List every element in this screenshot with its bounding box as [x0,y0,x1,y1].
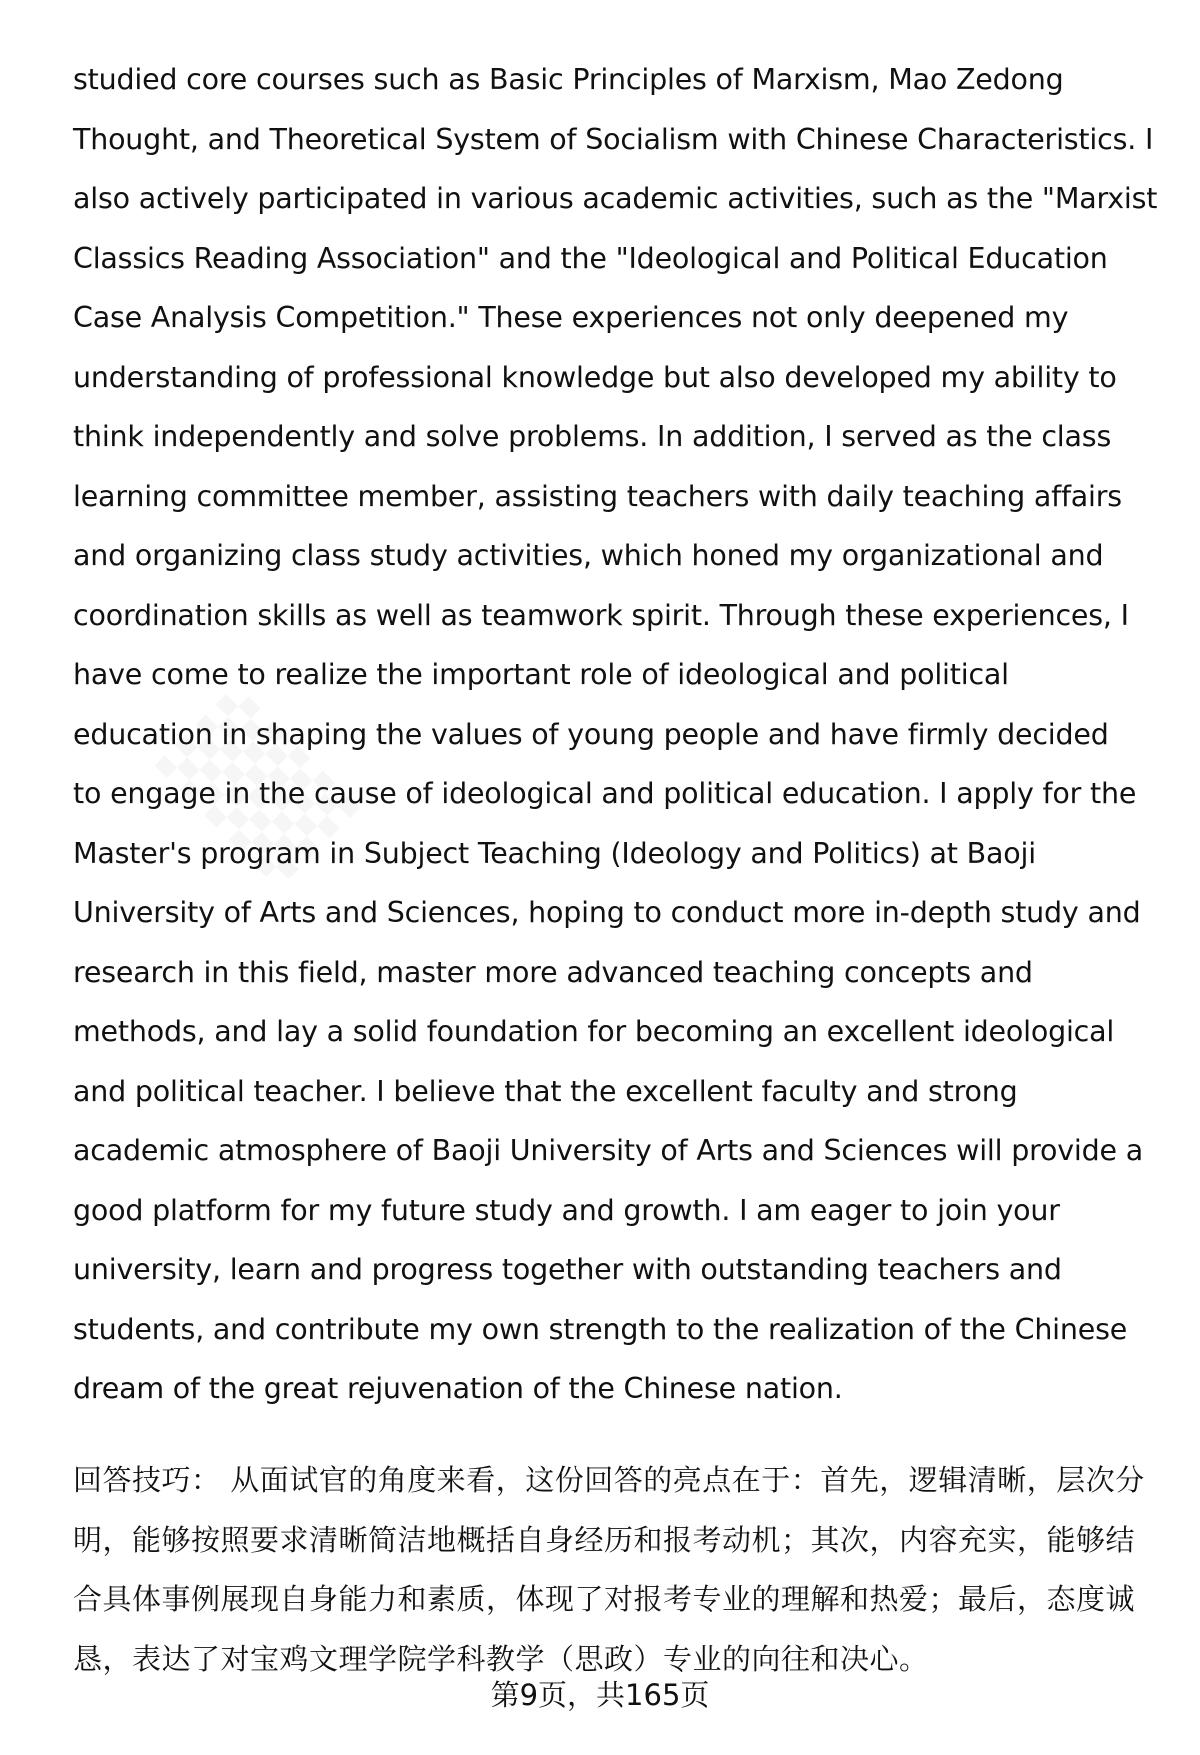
text-line: academic atmosphere of Baoji University of Arts and Sciences will provide a [73,1134,1143,1167]
text-line: Master's program in Subject Teaching (Ideology and Politics) at Baoji [73,836,1036,870]
text-line: University of Arts and Sciences, hoping to conduct more in-depth study and [73,896,1141,929]
text-line: students, and contribute my own strength to the realization of the Chinese [73,1312,1128,1346]
text-line: university, learn and progress together with outstanding teachers and [73,1253,1062,1286]
text-line: Classics Reading Association" and the "Ideological and Political Education [73,241,1108,275]
text-line: 恳，表达了对宝鸡文理学院学科教学（思政）专业的向往和决心。 [73,1641,929,1676]
text-line: methods, and lay a solid foundation for becoming an excellent ideological [73,1015,1115,1048]
text-line: coordination skills as well as teamwork spirit. Through these experiences, I [73,598,1129,632]
answer-tips-paragraph [73,1451,1153,1689]
text-line: and political teacher. I believe that the excellent faculty and strong [73,1074,1018,1108]
text-line: 回答技巧： 从面试官的角度来看，这份回答的亮点在于：首先，逻辑清晰，层次分 [73,1463,1145,1497]
text-line: understanding of professional knowledge but also developed my ability to [73,360,1117,394]
text-line: learning committee member, assisting teachers with daily teaching affairs [73,479,1122,513]
text-line: also actively participated in various academic activities, such as the "Marxist [73,182,1158,215]
text-line: think independently and solve problems. In addition, I served as the class [73,420,1112,453]
text-line: and organizing class study activities, which honed my organizational and [73,539,1104,572]
text-line: to engage in the cause of ideological and political education. I apply for the [73,777,1137,810]
body-paragraph [73,50,1173,1419]
text-line: have come to realize the important role of ideological and political [73,658,1009,691]
text-line: dream of the great rejuvenation of the Chinese nation. [73,1372,843,1405]
text-line: Thought, and Theoretical System of Socialism with Chinese Characteristics. I [73,122,1154,156]
page-number: 第9页，共165页 [490,1678,710,1712]
text-line: 合具体事例展现自身能力和素质，体现了对报考专业的理解和热爱；最后，态度诚 [73,1582,1136,1616]
text-line: education in shaping the values of young people and have firmly decided [73,717,1109,751]
text-line: Case Analysis Competition." These experiences not only deepened my [73,301,1069,334]
text-line: 明，能够按照要求清晰简洁地概括自身经历和报考动机；其次，内容充实，能够结 [73,1522,1136,1557]
text-line: studied core courses such as Basic Principles of Marxism, Mao Zedong [73,63,1064,96]
text-line: good platform for my future study and growth. I am eager to join your [73,1193,1060,1227]
text-line: research in this field, master more advanced teaching concepts and [73,955,1033,989]
